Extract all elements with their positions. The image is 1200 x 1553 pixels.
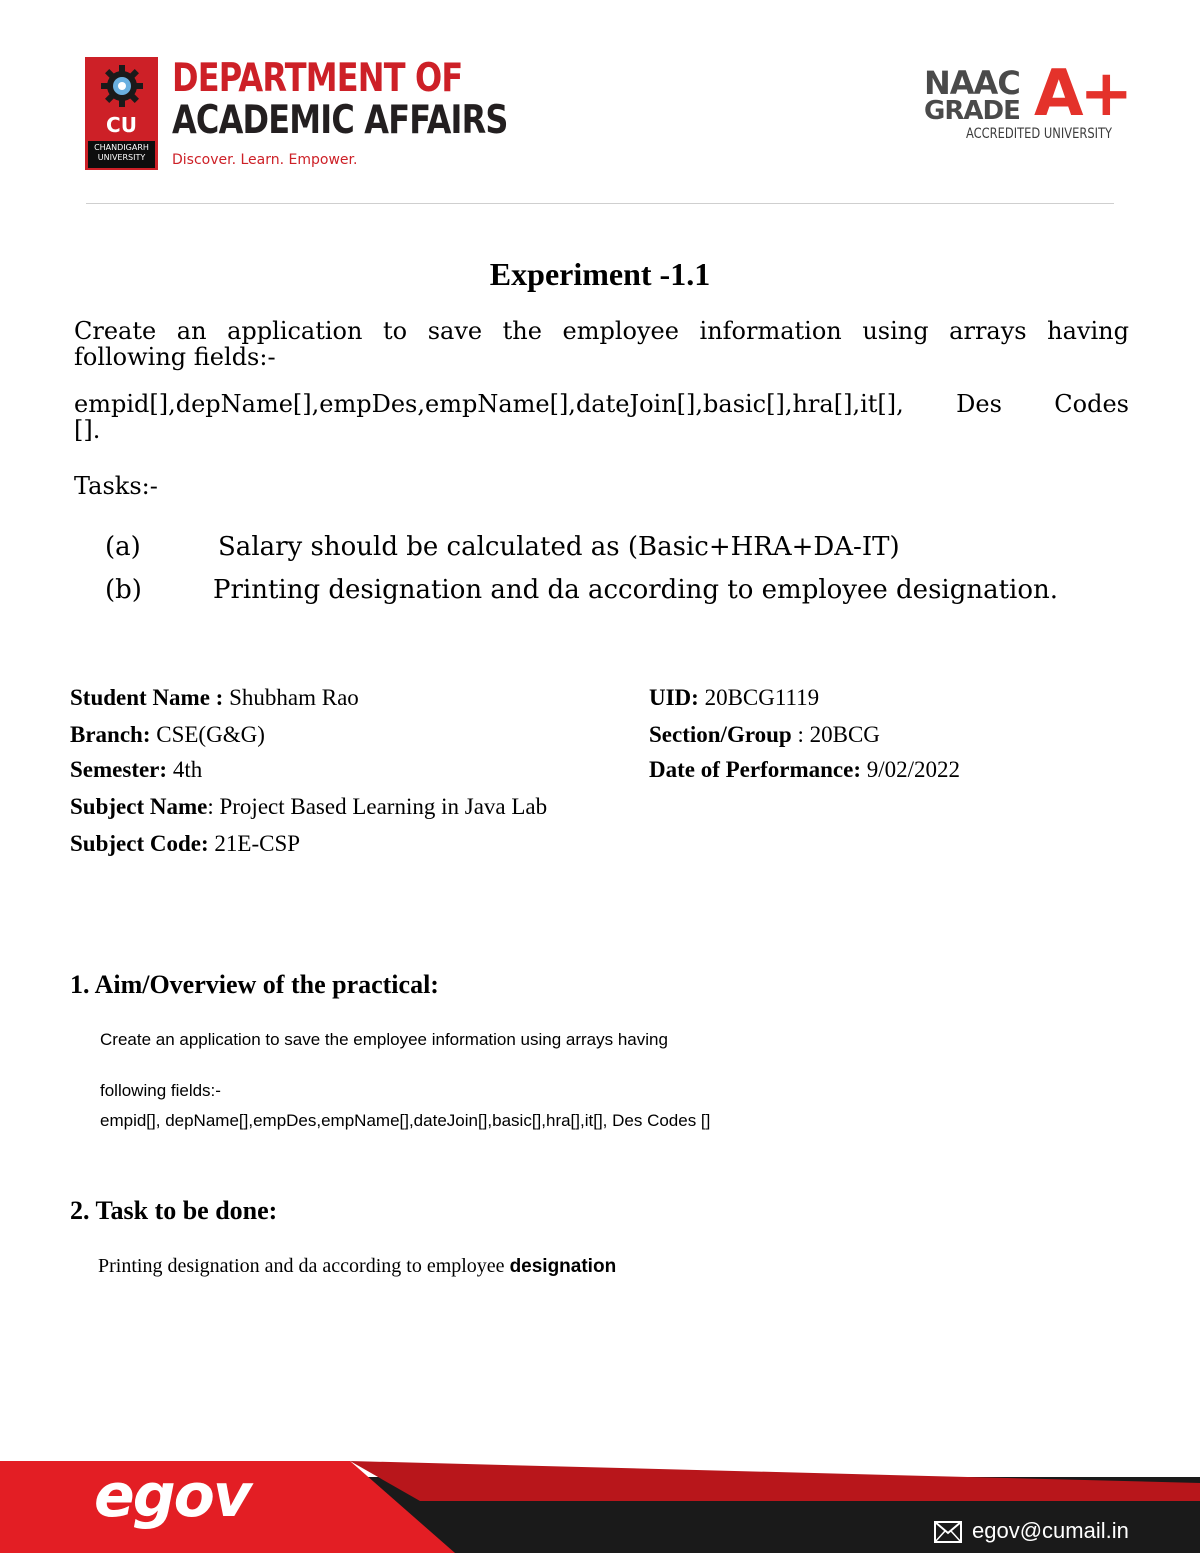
uid-label: UID: xyxy=(649,685,699,710)
date-label: Date of Performance: xyxy=(649,757,861,782)
date-value: 9/02/2022 xyxy=(866,757,961,782)
naac-label: NAAC xyxy=(924,64,1020,102)
grade-label: GRADE xyxy=(924,96,1020,126)
semester-label: Semester: xyxy=(70,757,168,782)
subject-name-label: Subject Name xyxy=(70,794,208,819)
tasks-label: Tasks:- xyxy=(74,472,158,500)
subject-code-value: 21E-CSP xyxy=(214,831,301,856)
intro-line-1: Create an application to save the employee information using arrays having xyxy=(74,317,1129,345)
task-heading: 2. Task to be done: xyxy=(70,1196,278,1225)
date-row xyxy=(649,757,960,783)
subject-name-value: : Project Based Learning in Java Lab xyxy=(207,794,548,819)
footer-email[interactable]: egov@cumail.in xyxy=(972,1518,1129,1543)
task-description-bold: designation xyxy=(509,1256,617,1277)
fields-line-2: []. xyxy=(74,416,101,444)
aim-line-3: empid[], depName[],empDes,empName[],dateJoin[],basic[],hra[],it[], Des Codes [] xyxy=(100,1111,711,1130)
branch-label: Branch: xyxy=(70,722,151,747)
task-description xyxy=(98,1255,616,1278)
uid-value: 20BCG1119 xyxy=(704,685,820,710)
mail-icon xyxy=(934,1521,962,1543)
student-name-row xyxy=(70,685,359,711)
subject-name-row xyxy=(70,794,547,820)
accredited-caption: ACCREDITED UNIVERSITY xyxy=(966,126,1113,142)
branch-value: CSE(G&G) xyxy=(156,722,265,747)
task-marker-a: (a) xyxy=(105,532,141,562)
semester-row xyxy=(70,757,202,783)
grade-value: A+ xyxy=(1034,57,1130,131)
student-name-label: Student Name : xyxy=(70,685,224,710)
aim-line-1: Create an application to save the employee information using arrays having xyxy=(100,1030,668,1049)
semester-value: 4th xyxy=(172,757,203,782)
subject-code-label: Subject Code: xyxy=(70,831,209,856)
subject-code-row xyxy=(70,831,300,857)
gear-icon xyxy=(98,62,146,110)
task-text-b: Printing designation and da according to employee designation. xyxy=(213,575,1059,605)
section-value: : 20BCG xyxy=(797,722,880,747)
task-marker-b: (b) xyxy=(105,575,142,605)
page-title: Experiment -1.1 xyxy=(489,256,711,292)
section-row xyxy=(649,722,880,748)
aim-heading: 1. Aim/Overview of the practical: xyxy=(70,970,439,999)
student-name-value: Shubham Rao xyxy=(229,685,359,710)
header-divider xyxy=(86,203,1114,204)
egov-logo: egov xyxy=(94,1461,250,1531)
aim-line-2: following fields:- xyxy=(100,1081,221,1100)
fields-line-1: empid[],depName[],empDes,empName[],dateJoin[],basic[],hra[],it[], Des Codes xyxy=(74,390,1129,418)
tagline: Discover. Learn. Empower. xyxy=(172,152,358,168)
logo-mark: CU xyxy=(106,113,137,137)
task-text-a: Salary should be calculated as (Basic+HRA+DA-IT) xyxy=(218,532,900,562)
uid-row xyxy=(649,685,819,711)
department-title-line2: ACADEMIC AFFAIRS xyxy=(172,98,508,143)
branch-row xyxy=(70,722,265,748)
logo-university: CHANDIGARH UNIVERSITY xyxy=(94,143,149,162)
intro-line-2: following fields:- xyxy=(74,343,276,371)
section-label: Section/Group xyxy=(649,722,792,747)
task-description-text: Printing designation and da according to employee xyxy=(98,1255,505,1277)
department-title-line1: DEPARTMENT OF xyxy=(172,56,463,101)
